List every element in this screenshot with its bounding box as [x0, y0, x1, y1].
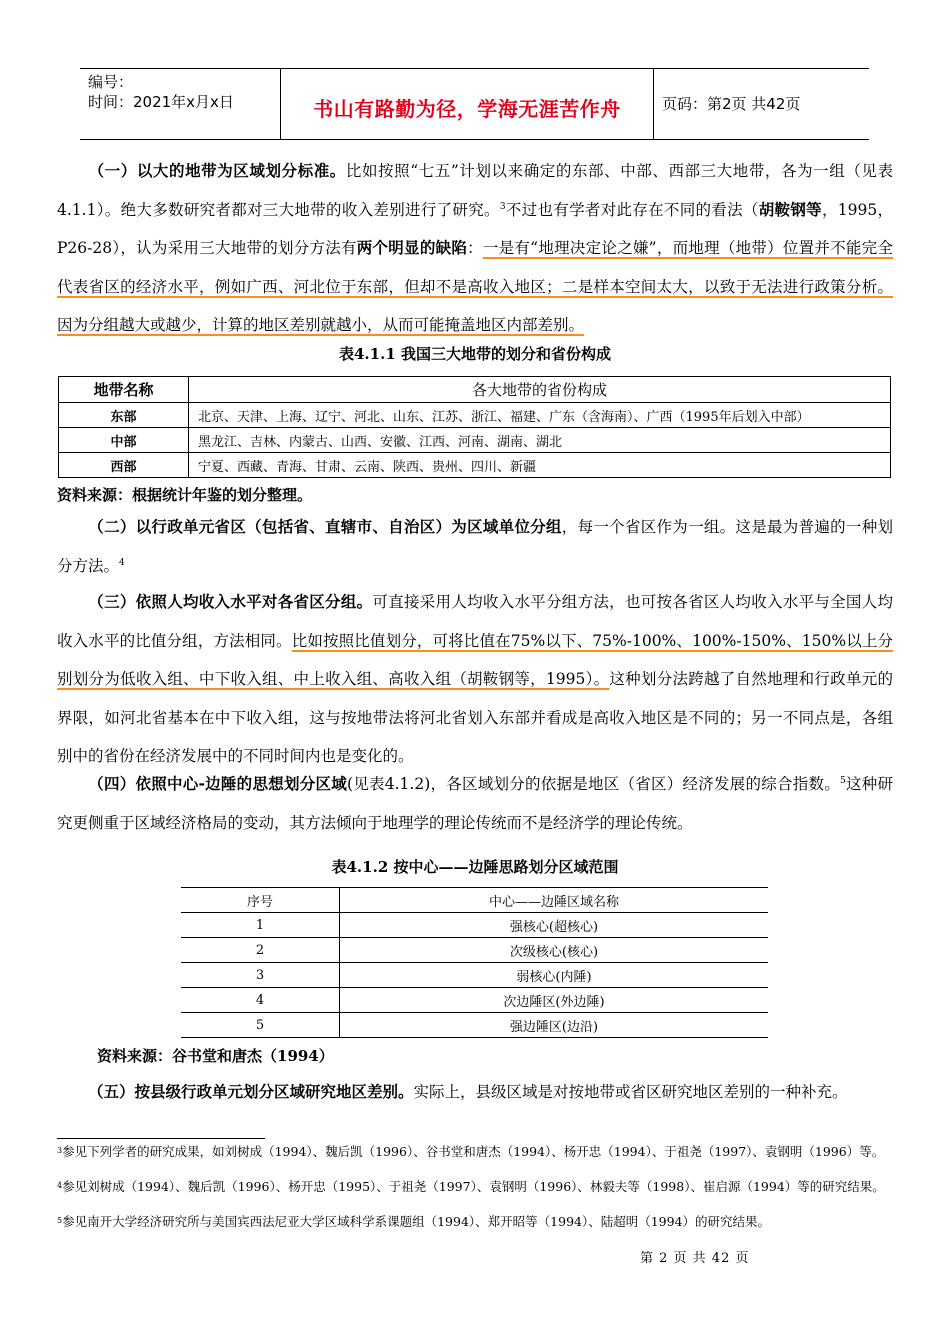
paragraph-3-heading: （三）依照人均收入水平对各省区分组。 — [88, 593, 373, 611]
paragraph-4 — [57, 765, 893, 842]
footnote — [57, 1213, 893, 1230]
footnote-ref-3: 3 — [499, 201, 506, 212]
paragraph-5-text: 实际上，县级区域是对按地带或省区研究地区差别的一种补充。 — [413, 1083, 848, 1101]
header-meta-cell — [80, 69, 281, 139]
table-2-source: 资料来源：谷书堂和唐杰（1994） — [97, 1047, 334, 1065]
paragraph-3 — [57, 583, 893, 776]
row-number: 4 — [181, 988, 340, 1013]
region-name: 西部 — [59, 453, 189, 478]
paragraph-5 — [57, 1073, 893, 1112]
table-row — [181, 913, 768, 938]
region-level: 次边陲区(外边陲) — [340, 988, 769, 1013]
citation-hu: 胡鞍钢等 — [758, 199, 822, 219]
region-level: 强边陲区(边沿) — [340, 1013, 769, 1038]
footnote-number: 3 — [57, 1146, 63, 1155]
row-number: 5 — [181, 1013, 340, 1038]
paragraph-5-heading: （五）按县级行政单元划分区域研究地区差别。 — [88, 1083, 414, 1101]
doc-number-label: 编号： — [88, 73, 134, 91]
row-number: 1 — [181, 913, 340, 938]
footnote-ref-5: 5 — [840, 776, 846, 786]
region-level: 次级核心(核心) — [340, 938, 769, 963]
footnote-separator — [57, 1138, 265, 1139]
page-header — [80, 68, 869, 140]
header-slogan-cell — [281, 69, 654, 139]
header-slogan: 书山有路勤为径，学海无涯苦作舟 — [313, 97, 621, 121]
region-name: 中部 — [59, 428, 189, 453]
paragraph-1-heading: （一）以大的地带为区域划分标准。 — [88, 162, 346, 180]
paragraph-2 — [57, 508, 893, 585]
paragraph-4-text: (见表4.1.2)，各区域划分的依据是地区（省区）经济发展的综合指数。 — [346, 775, 840, 793]
table-header-row — [181, 888, 768, 913]
footnote-text: 参见下列学者的研究成果，如刘树成（1994）、魏后凯（1996）、谷书堂和唐杰（1994）、杨开忠（1994）、于祖尧（1997）、袁钢明（1996）等。 — [62, 1144, 885, 1159]
table-row — [181, 938, 768, 963]
region-level: 强核心(超核心) — [340, 913, 769, 938]
region-provinces: 北京、天津、上海、辽宁、河北、山东、江苏、浙江、福建、广东（含海南）、广西（1995年后划入中部） — [189, 403, 891, 428]
row-number: 2 — [181, 938, 340, 963]
row-number: 3 — [181, 963, 340, 988]
doc-time-label: 时间：2021年x月x日 — [88, 93, 234, 111]
table-header-row — [59, 377, 891, 403]
table-row — [181, 1013, 768, 1038]
header-page-info: 页码：第2页 共42页 — [662, 95, 801, 113]
paragraph-3-text: 可直接采用人均收入水平分组方法，也可按各省区人均收入水平与全国人均收入水平的比值分组，方法相同。 — [57, 593, 893, 650]
table-regions — [58, 376, 891, 478]
table-row — [181, 988, 768, 1013]
table-header-cell: 地带名称 — [59, 377, 189, 403]
footnote-ref-4: 4 — [119, 557, 125, 568]
paragraph-1-text-3: ，1995，P26-28），认为采用三大地带的划分方法有 — [57, 200, 893, 257]
paragraph-2-text: ，每一个省区作为一组。这是最为普遍的一种划分方法。 — [57, 518, 893, 575]
table-core-periphery — [181, 887, 768, 1038]
header-page-cell — [654, 69, 868, 139]
footnote-text: 参见刘树成（1994）、魏后凯（1996）、杨开忠（1995）、于祖尧（1997）、袁钢明（1996）、林毅夫等（1998）、崔启源（1994）等的研究结果。 — [62, 1179, 885, 1194]
region-provinces: 宁夏、西藏、青海、甘肃、云南、陕西、贵州、四川、新疆 — [189, 453, 891, 478]
table-header-cell: 各大地带的省份构成 — [189, 377, 891, 403]
region-name: 东部 — [59, 403, 189, 428]
paragraph-1-underlined: 一是有“地理决定论之嫌”，而地理（地带）位置并不能完全代表省区的经济水平，例如广西、河北位于东部，但却不是高收入地区；二是样本空间太大，以致于无法进行政策分析。因为分组越大或越少，计算的地区差别就越小，从而可能掩盖地区内部差别。 — [57, 239, 893, 334]
footnote-number: 4 — [57, 1181, 63, 1190]
footnote-number: 5 — [57, 1216, 63, 1225]
table-header-cell: 中心——边陲区域名称 — [340, 888, 769, 913]
table-header-cell: 序号 — [181, 888, 340, 913]
paragraph-4-heading: （四）依照中心-边陲的思想划分区域 — [88, 775, 347, 793]
page-number-footer: 第 2 页 共 42 页 — [640, 1251, 750, 1266]
region-level: 弱核心(内陲) — [340, 963, 769, 988]
table-1-source: 资料来源：根据统计年鉴的划分整理。 — [57, 486, 313, 504]
paragraph-1-text: 比如按照“七五”计划以来确定的东部、中部、西部三大地带，各为一组（见表4.1.1）。绝大多数研究者都对三大地带的收入差别进行了研究。 — [57, 162, 893, 219]
table-1-caption: 表4.1.1 我国三大地带的划分和省份构成 — [339, 345, 611, 363]
footnote-text: 参见南开大学经济研究所与美国宾西法尼亚大学区域科学系课题组（1994）、郑开昭等（1994）、陆超明（1994）的研究结果。 — [62, 1214, 771, 1229]
table-row — [59, 453, 891, 478]
paragraph-1 — [57, 152, 893, 345]
table-row — [181, 963, 768, 988]
paragraph-1-text-2: 不过也有学者对此存在不同的看法（ — [505, 200, 759, 219]
paragraph-4-text-2: 这种研究更侧重于区域经济格局的变动，其方法倾向于地理学的理论传统而不是经济学的理论传统。 — [57, 775, 893, 832]
table-row — [59, 403, 891, 428]
region-provinces: 黑龙江、吉林、内蒙古、山西、安徽、江西、河南、湖南、湖北 — [189, 428, 891, 453]
paragraph-2-heading: （二）以行政单元省区（包括省、直辖市、自治区）为区域单位分组 — [88, 518, 562, 536]
footnote — [57, 1143, 893, 1160]
paragraph-1-emphasis: 两个明显的缺陷 — [356, 238, 468, 257]
paragraph-3-text-2: 这种划分法跨越了自然地理和行政单元的界限，如河北省基本在中下收入组，这与按地带法将河北省划入东部并看成是高收入地区是不同的；另一不同点是，各组别中的省份在经济发展中的不同时间内也是变化的。 — [57, 670, 893, 765]
table-row — [59, 428, 891, 453]
paragraph-3-underlined: 比如按照比值划分，可将比值在75%以下、75%-100%、100%-150%、150%以上分别划分为低收入组、中下收入组、中上收入组、高收入组（胡鞍钢等，1995）。 — [57, 631, 893, 688]
paragraph-1-colon: ： — [467, 239, 483, 257]
table-2-caption: 表4.1.2 按中心——边陲思路划分区域范围 — [331, 858, 619, 876]
footnote — [57, 1178, 893, 1195]
